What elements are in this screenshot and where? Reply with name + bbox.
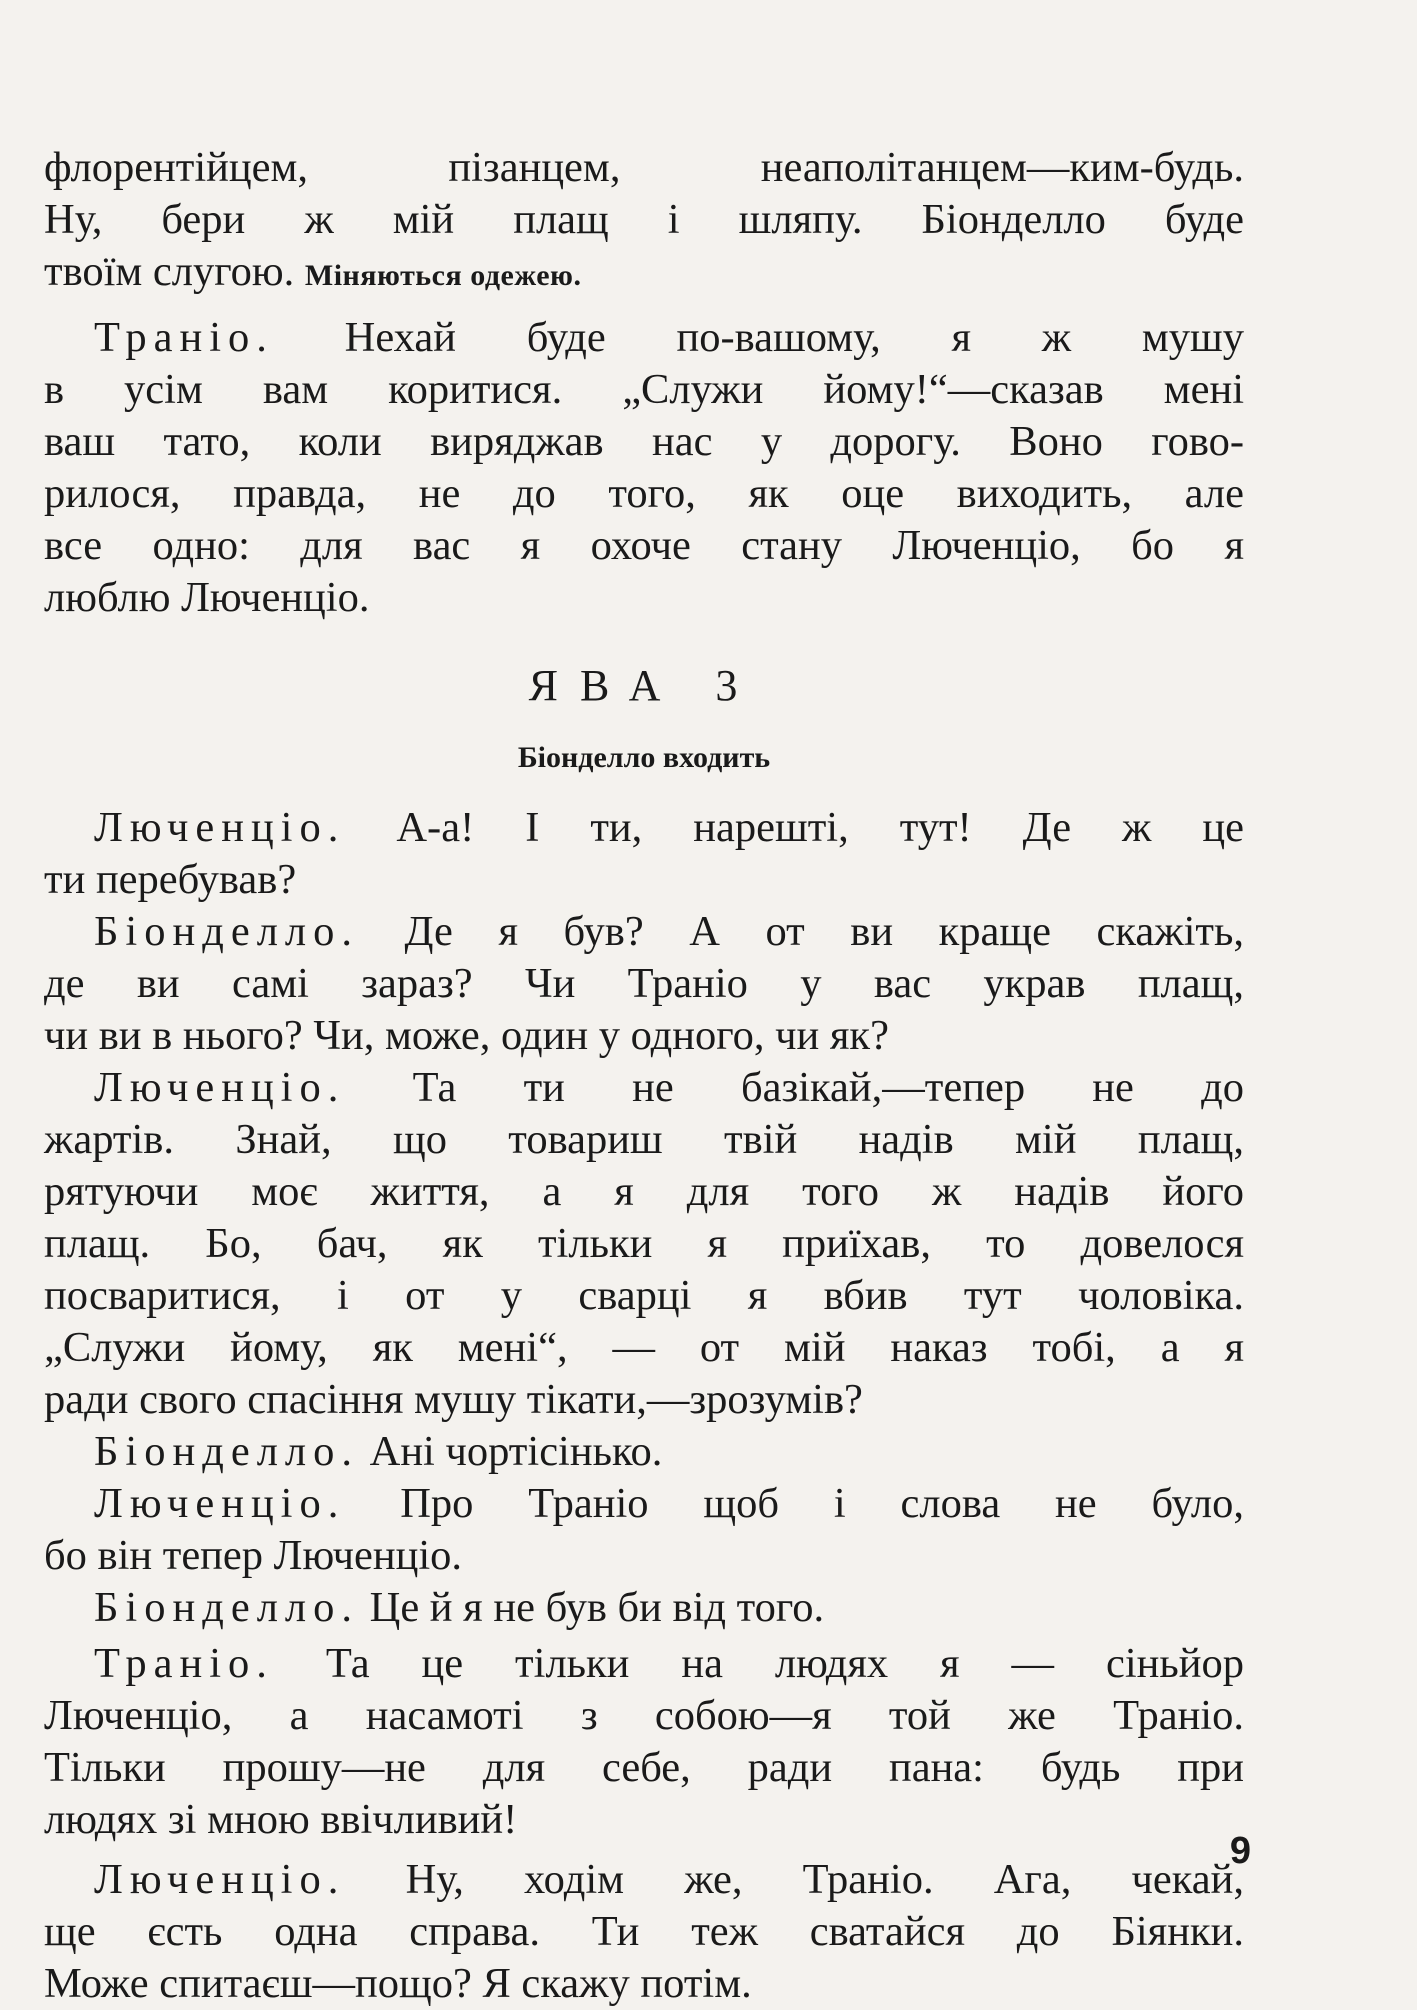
text-line: [94, 1582, 1244, 1634]
text-fragment: Де я був? А от ви краще скажіть,: [404, 908, 1245, 955]
text-line: де ви самі зараз? Чи Траніо у вас украв плащ,: [44, 960, 1244, 1007]
text-line: людях зі мною ввічливий!: [44, 1796, 518, 1843]
paragraph-continuation: [44, 142, 1244, 302]
speaker-name: Люченціо.: [94, 1064, 346, 1111]
speaker-name: Біонделло.: [94, 1584, 359, 1631]
speech: [44, 802, 1244, 906]
speech: [44, 1638, 1244, 1846]
speaker-name: Траніо.: [94, 314, 274, 361]
dialogue: [44, 802, 1244, 2010]
text-fragment: Це й я не був би від того.: [369, 1584, 825, 1631]
text-fragment: Нехай буде по-вашому, я ж мушу: [344, 314, 1245, 361]
speech: [44, 1478, 1244, 1582]
text-line: Люченціо, а насамоті з собою—я той же Траніо.: [44, 1692, 1244, 1739]
text-line: рилося, правда, не до того, як оце виходить, але: [44, 470, 1244, 517]
text-line: [94, 1478, 1244, 1530]
text-line: жартів. Знай, що товариш твій надів мій плащ,: [44, 1116, 1244, 1163]
page-body: [44, 142, 1244, 2010]
text-line: ти перебував?: [44, 856, 297, 903]
text-line: Ну, бери ж мій плащ і шляпу. Біонделло буде: [44, 196, 1244, 243]
text-fragment: Про Траніо щоб і слова не було,: [400, 1480, 1244, 1527]
speaker-name: Люченціо.: [94, 1856, 346, 1903]
text-line: чи ви в нього? Чи, може, один у одного, чи як?: [44, 1012, 889, 1059]
text-line: [94, 312, 1244, 364]
speaker-name: Траніо.: [94, 1640, 274, 1687]
text-line: Може спитаєш—пощо? Я скажу потім.: [44, 1960, 752, 2007]
speaker-name: Біонделло.: [94, 1428, 359, 1475]
text-line: ради свого спасіння мушу тікати,—зрозумів?: [44, 1376, 863, 1423]
text-line: в усім вам коритися. „Служи йому!“—сказав мені: [44, 366, 1244, 413]
text-fragment: А-а! І ти, нарешті, тут! Де ж це: [396, 804, 1244, 851]
text-line: ще єсть одна справа. Ти теж сватайся до Біянки.: [44, 1908, 1244, 1955]
text-line: „Служи йому, як мені“, — от мій наказ тобі, а я: [44, 1324, 1244, 1371]
text-fragment: твоїм слугою.: [44, 248, 295, 295]
scene-title: ЯВА 3: [528, 661, 760, 710]
text-line: бо він тепер Люченціо.: [44, 1532, 463, 1579]
speaker-name: Люченціо.: [94, 1480, 346, 1527]
text-line: флорентійцем, пізанцем, неаполітанцем—ким-будь.: [44, 144, 1244, 191]
text-line: [94, 802, 1244, 854]
speech: [44, 1426, 1244, 1478]
text-line: рятуючи моє життя, а я для того ж надів його: [44, 1168, 1244, 1215]
text-line: [94, 1426, 1244, 1478]
page-number: 9: [1229, 1830, 1251, 1872]
stage-direction: Міняються одежею.: [304, 259, 582, 292]
speech: [44, 1854, 1244, 2010]
text-line: плащ. Бо, бач, як тільки я приїхав, то довелося: [44, 1220, 1244, 1267]
speaker-name: Люченціо.: [94, 804, 346, 851]
speech: [44, 1062, 1244, 1426]
speech: [44, 1582, 1244, 1634]
speech-tranio: [44, 312, 1244, 624]
text-line: ваш тато, коли виряджав нас у дорогу. Воно гово-: [44, 418, 1244, 465]
text-line: люблю Люченціо.: [44, 574, 370, 621]
text-fragment: Та ти не базікай,—тепер не до: [412, 1064, 1245, 1111]
text-fragment: Та це тільки на людях я — сіньйор: [325, 1640, 1244, 1687]
text-line: все одно: для вас я охоче стану Люченціо, бо я: [44, 522, 1244, 569]
text-line: [94, 906, 1244, 958]
text-fragment: Ну, ходім же, Траніо. Ага, чекай,: [405, 1856, 1245, 1903]
scene-direction: Біонделло входить: [517, 741, 771, 774]
speech: [44, 906, 1244, 1062]
text-line: [94, 1638, 1244, 1690]
text-line: [94, 1062, 1244, 1114]
text-line: Тільки прошу—не для себе, ради пана: будь при: [44, 1744, 1244, 1791]
text-line: посваритися, і от у сварці я вбив тут чоловіка.: [44, 1272, 1244, 1319]
text-line: [44, 246, 1244, 302]
text-line: [94, 1854, 1244, 1906]
speaker-name: Біонделло.: [94, 908, 359, 955]
text-fragment: Ані чортісінько.: [369, 1428, 663, 1475]
